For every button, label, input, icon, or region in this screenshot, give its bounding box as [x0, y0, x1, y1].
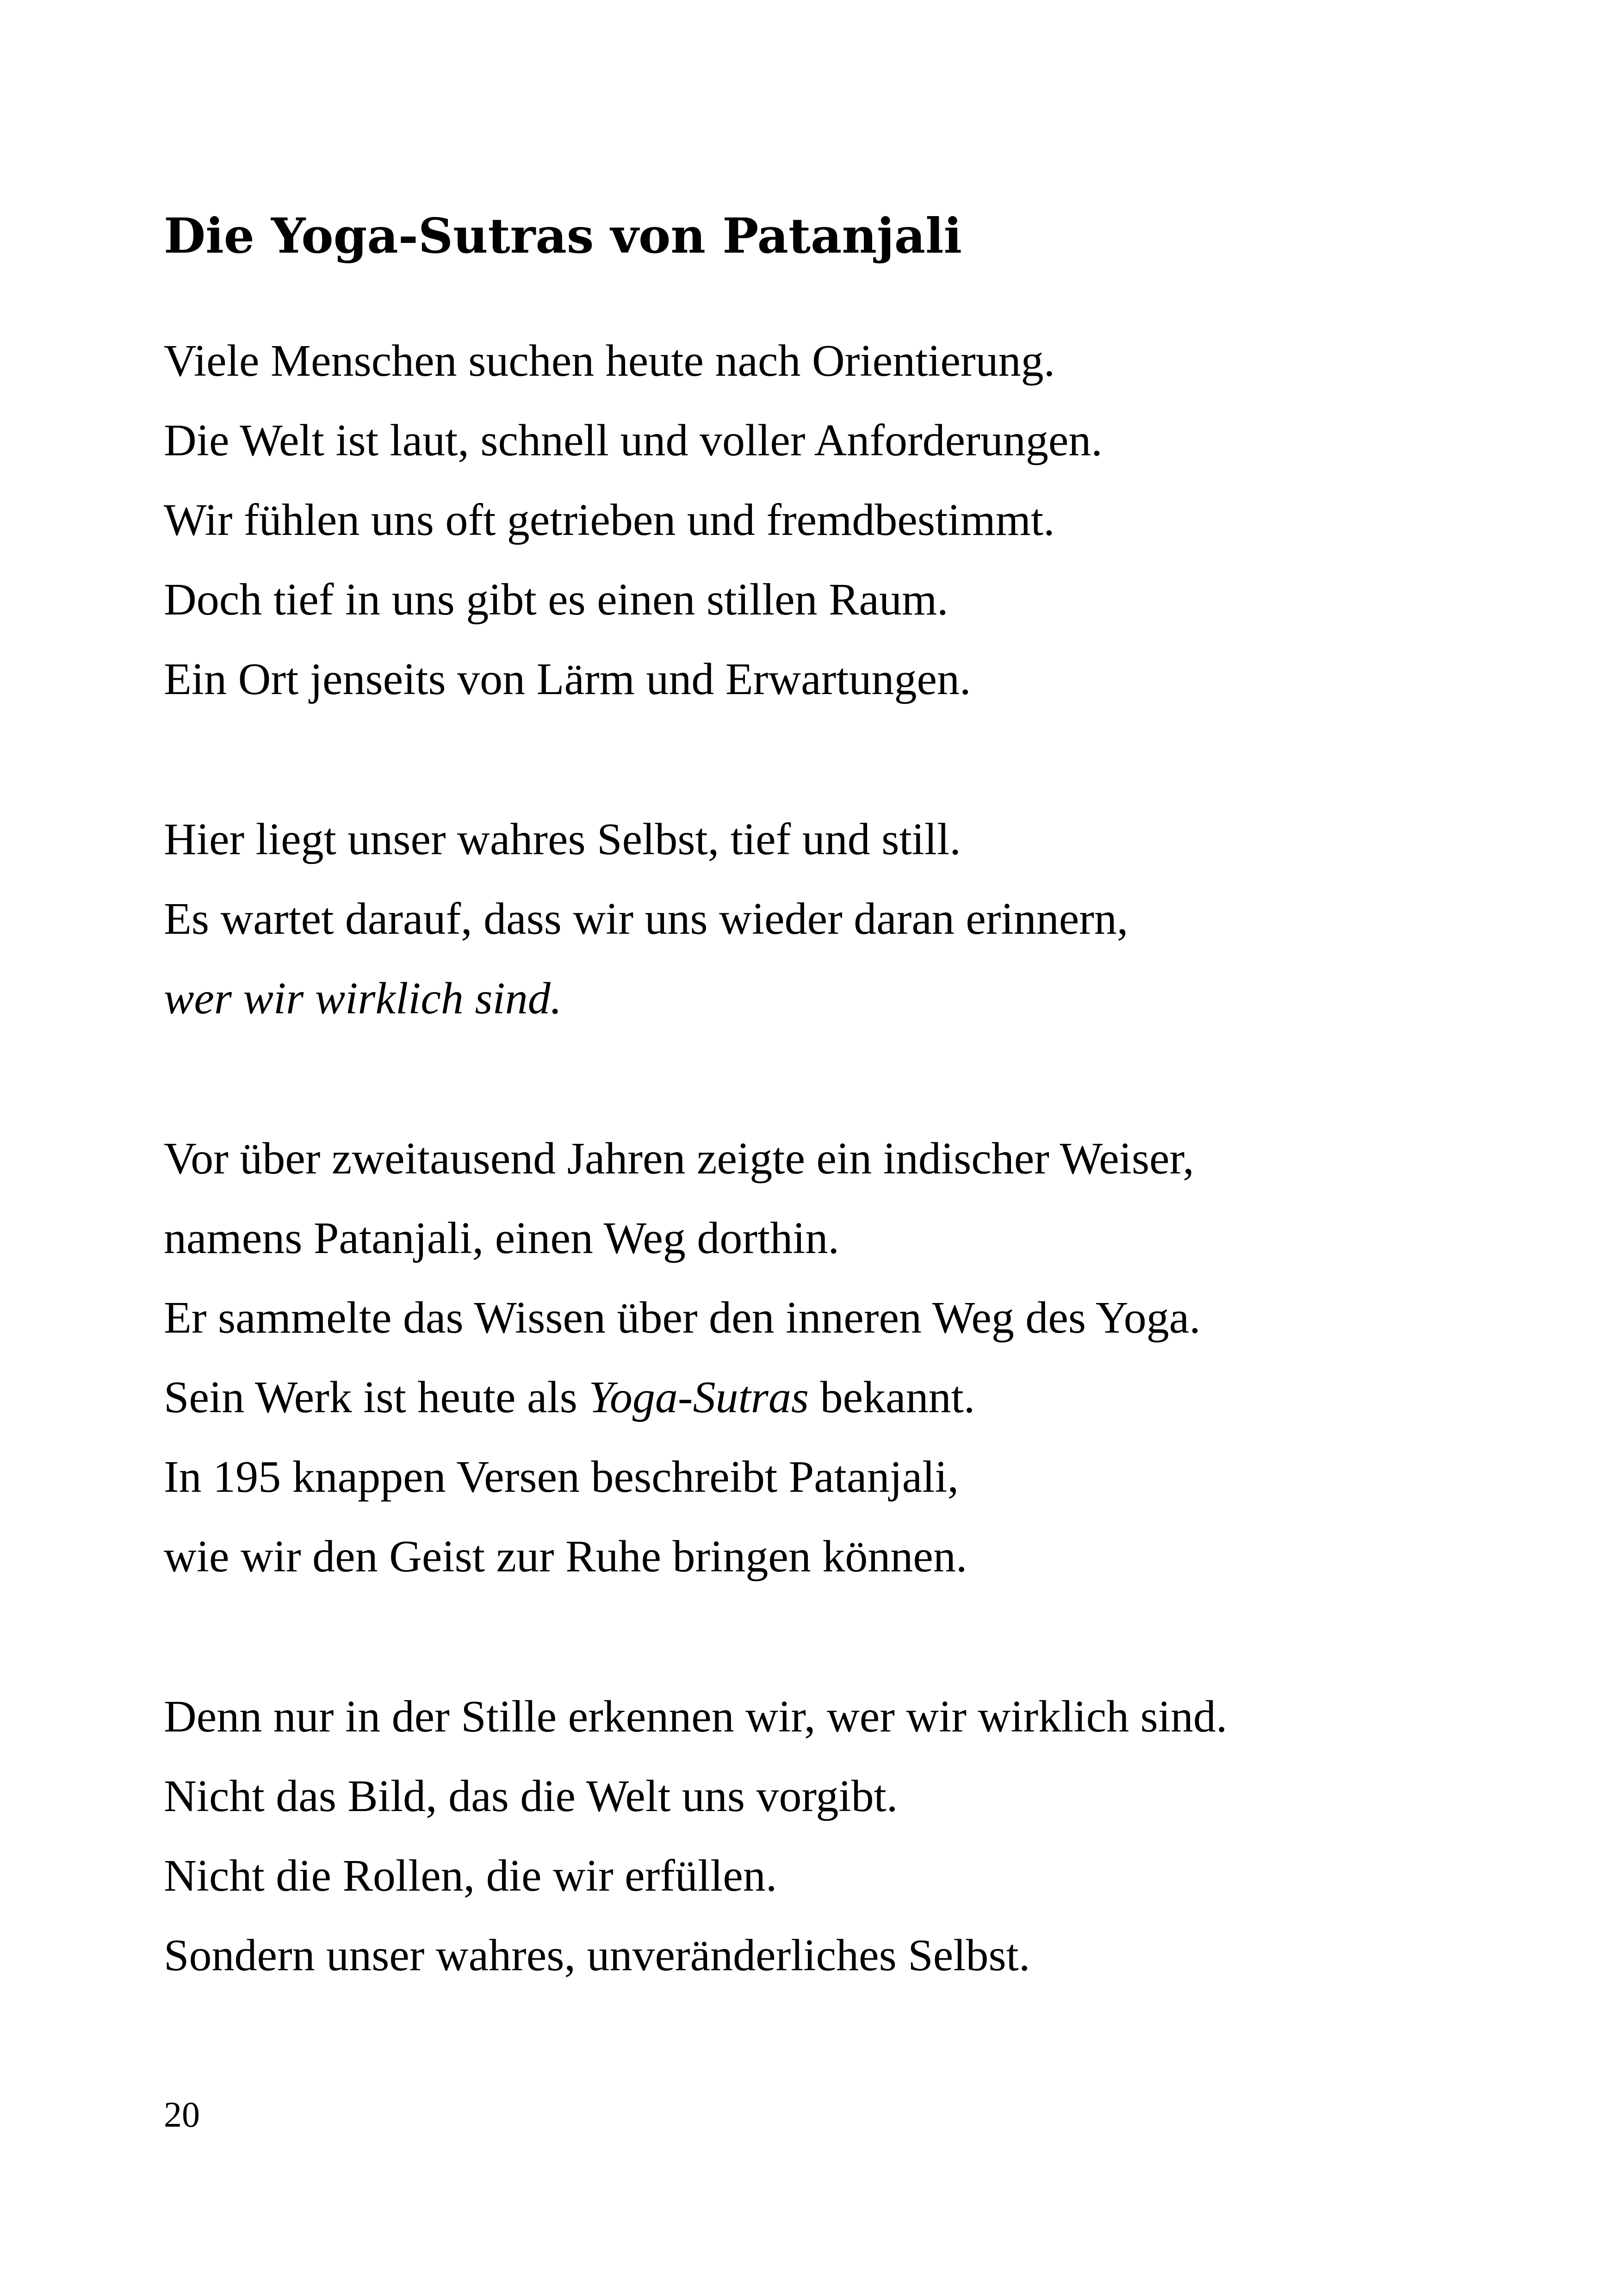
text-line: Vor über zweitausend Jahren zeigte ein indischer Weiser, [164, 1134, 1194, 1184]
text-line: Nicht die Rollen, die wir erfüllen. [164, 1851, 777, 1901]
text-line: wie wir den Geist zur Ruhe bringen können. [164, 1532, 967, 1582]
text-segment: bekannt. [809, 1372, 975, 1422]
text-line: In 195 knappen Versen beschreibt Patanjali, [164, 1452, 959, 1502]
text-line-italic: wer wir wirklich sind. [164, 974, 562, 1024]
text-line: Wir fühlen uns oft getrieben und fremdbestimmt. [164, 495, 1055, 545]
text-line: Er sammelte das Wissen über den inneren Weg des Yoga. [164, 1293, 1201, 1343]
text-segment: Sein Werk ist heute als [164, 1372, 589, 1422]
text-line: Die Welt ist laut, schnell und voller Anforderungen. [164, 416, 1103, 465]
book-title-italic: Yoga-Sutras [589, 1372, 809, 1422]
text-line: Es wartet darauf, dass wir uns wieder daran erinnern, [164, 894, 1128, 944]
text-line [164, 1365, 975, 1430]
page-title: Die Yoga-Sutras von Patanjali [164, 207, 962, 264]
text-line: Sondern unser wahres, unveränderliches Selbst. [164, 1930, 1030, 1980]
text-line: Ein Ort jenseits von Lärm und Erwartungen. [164, 654, 971, 704]
page-number: 20 [164, 2094, 200, 2135]
text-line: namens Patanjali, einen Weg dorthin. [164, 1213, 839, 1263]
text-line: Viele Menschen suchen heute nach Orientierung. [164, 336, 1055, 386]
text-line: Denn nur in der Stille erkennen wir, wer wir wirklich sind. [164, 1692, 1227, 1742]
text-line: Hier liegt unser wahres Selbst, tief und still. [164, 814, 961, 864]
text-line: Nicht das Bild, das die Welt uns vorgibt. [164, 1771, 898, 1821]
text-line: Doch tief in uns gibt es einen stillen Raum. [164, 575, 948, 625]
